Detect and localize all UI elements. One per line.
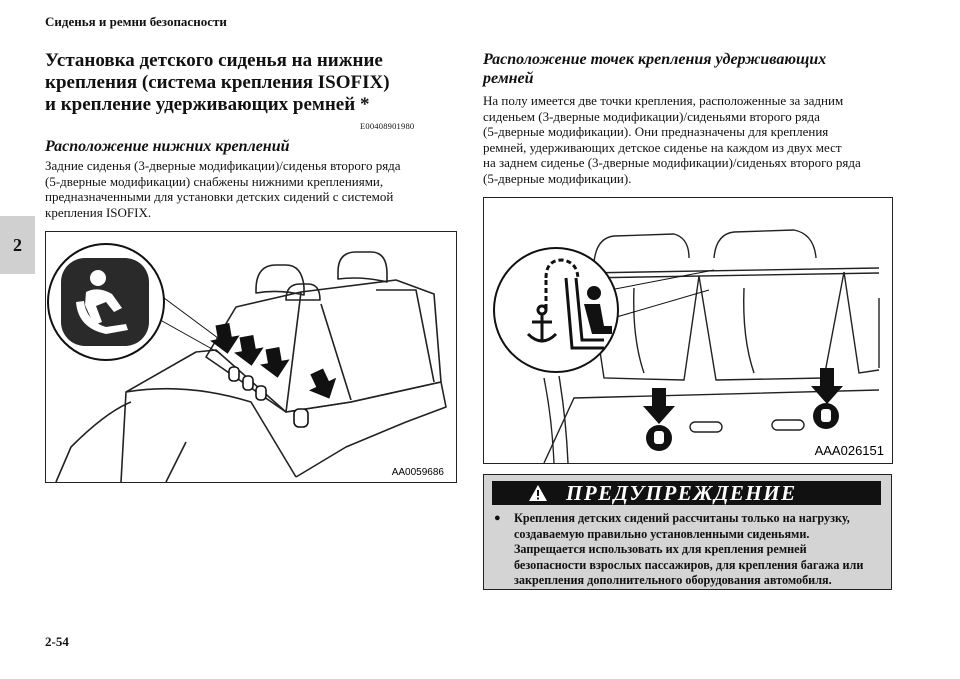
section-heading-line: крепления (система крепления ISOFIX) [45, 72, 390, 93]
tether-anchors-figure [483, 197, 893, 464]
tether-anchors-text [483, 93, 913, 187]
warning-line: создаваемую правильно установленными сиденьями. [514, 526, 810, 541]
warning-triangle-icon [528, 484, 548, 502]
body-line: (5-дверные модификации). [483, 170, 632, 186]
rear-seat-illustration [46, 232, 456, 482]
running-header: Сиденья и ремни безопасности [45, 14, 227, 29]
section-heading-line: и крепление удерживающих ремней * [45, 94, 370, 115]
tether-anchors-subheading [483, 50, 903, 88]
body-line: ремней, удерживающих детское сиденье на каждом из двух мест [483, 139, 842, 155]
body-line: предназначенными для установки детских сидений с системой [45, 189, 394, 205]
section-code: E00408901980 [360, 121, 415, 131]
chapter-tab: 2 [0, 216, 35, 274]
subheading-line: ремней [483, 70, 534, 87]
warning-line: Крепления детских сидений рассчитаны только на нагрузку, [514, 511, 850, 525]
warning-title-bar [492, 481, 881, 505]
warning-box [483, 474, 892, 590]
figure-code: AA0059686 [391, 467, 444, 478]
section-heading [45, 50, 465, 116]
body-line: (5-дверные модификации) снабжены нижними креплениями, [45, 173, 384, 189]
isofix-lower-anchors-figure [45, 231, 457, 483]
warning-text [494, 511, 879, 589]
body-line: сиденьем (3-дверные модификации)/сиденьями второго ряда [483, 108, 820, 124]
figure-code: AAA026151 [814, 443, 884, 458]
page-number: 2-54 [45, 634, 69, 649]
cargo-floor-illustration [484, 198, 892, 463]
lower-anchors-text [45, 158, 465, 220]
lower-anchors-subheading: Расположение нижних креплений [45, 138, 290, 155]
body-line: крепления ISOFIX. [45, 204, 152, 220]
warning-line: Запрещается использовать их для крепления ремней [514, 542, 807, 556]
warning-line: безопасности взрослых пассажиров, для крепления багажа или [514, 557, 864, 572]
bullet: ● [494, 512, 501, 524]
body-line: на заднем сиденье (3-дверные модификации)/сиденьях второго ряда [483, 155, 861, 171]
warning-title: ПРЕДУПРЕЖДЕНИЕ [566, 480, 797, 505]
body-line: (5-дверные модификации). Они предназначены для крепления [483, 124, 829, 140]
section-heading-line: Установка детского сиденья на нижние [45, 50, 383, 71]
body-line: На полу имеется две точки крепления, расположенные за задним [483, 93, 844, 108]
subheading-line: Расположение точек крепления удерживающих [483, 51, 827, 68]
body-line: Задние сиденья (3-дверные модификации)/сиденья второго ряда [45, 158, 401, 173]
warning-line: закрепления дополнительного оборудования автомобиля. [514, 573, 832, 587]
